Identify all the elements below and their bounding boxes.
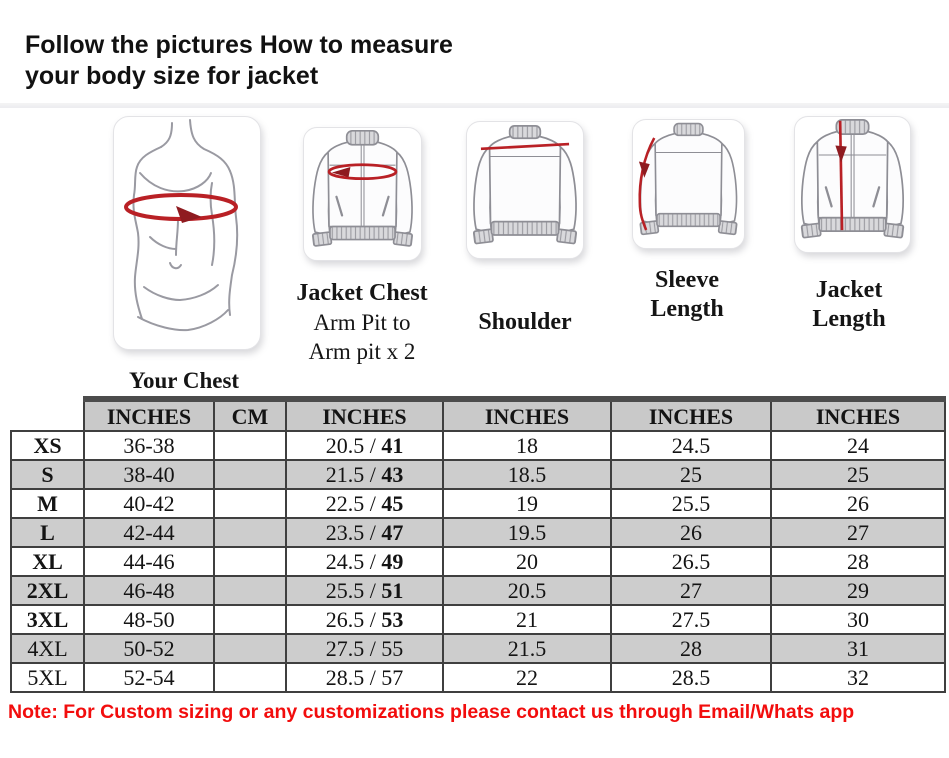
page-title-line1: Follow the pictures How to measure [25, 31, 453, 59]
torso-illustration [114, 117, 260, 349]
your-chest-card [113, 116, 261, 350]
length-cell: 25 [771, 460, 945, 489]
table-row [11, 518, 945, 547]
size-cell: 5XL [11, 663, 84, 692]
jacket-chest-cell: 22.5 / 45 [286, 489, 443, 518]
length-cell: 28 [771, 547, 945, 576]
jacket-chest-cell: 26.5 / 53 [286, 605, 443, 634]
shoulder-label: Shoulder [478, 309, 572, 335]
sleeve-cell: 27 [611, 576, 771, 605]
cm-cell [214, 634, 286, 663]
length-cell: 30 [771, 605, 945, 634]
length-cell: 31 [771, 634, 945, 663]
jacket-front-length-illustration [795, 117, 910, 252]
shoulder-cell: 21.5 [443, 634, 611, 663]
sleeve-cell: 24.5 [611, 431, 771, 460]
shoulder-cell: 19.5 [443, 518, 611, 547]
length-cell: 29 [771, 576, 945, 605]
jacket-chest-cell: 20.5 / 41 [286, 431, 443, 460]
header-sleeve-inches: INCHES [611, 399, 771, 431]
cm-cell [214, 547, 286, 576]
table-row [11, 431, 945, 460]
jacket-chest-cell: 24.5 / 49 [286, 547, 443, 576]
shoulder-cell: 18 [443, 431, 611, 460]
chest-cell: 42-44 [84, 518, 214, 547]
chest-cell: 48-50 [84, 605, 214, 634]
header-jacket-chest-inches: INCHES [286, 399, 443, 431]
cm-cell [214, 663, 286, 692]
jacket-back-shoulder-illustration [467, 122, 583, 258]
size-cell: XS [11, 431, 84, 460]
size-cell: XL [11, 547, 84, 576]
sleeve-cell: 26.5 [611, 547, 771, 576]
header-cm: CM [214, 399, 286, 431]
size-cell: S [11, 460, 84, 489]
jacket-back-sleeve-illustration [633, 120, 744, 248]
cm-cell [214, 460, 286, 489]
shoulder-cell: 18.5 [443, 460, 611, 489]
sleeve-cell: 28 [611, 634, 771, 663]
jacket-chest-cell: 25.5 / 51 [286, 576, 443, 605]
jacket-chest-card [303, 127, 422, 261]
table-row [11, 547, 945, 576]
jacket-length-label: Jacket Length [812, 277, 886, 332]
chest-cell: 46-48 [84, 576, 214, 605]
header-length-inches: INCHES [771, 399, 945, 431]
shoulder-cell: 19 [443, 489, 611, 518]
sleeve-cell: 25.5 [611, 489, 771, 518]
header-chest-inches: INCHES [84, 399, 214, 431]
shoulder-cell: 22 [443, 663, 611, 692]
jacket-length-card [794, 116, 911, 253]
table-row [11, 634, 945, 663]
size-cell: L [11, 518, 84, 547]
chest-cell: 36-38 [84, 431, 214, 460]
page-title [25, 30, 453, 92]
size-cell: M [11, 489, 84, 518]
table-row [11, 605, 945, 634]
size-cell: 4XL [11, 634, 84, 663]
sleeve-cell: 26 [611, 518, 771, 547]
jacket-chest-cell: 21.5 / 43 [286, 460, 443, 489]
table-row [11, 663, 945, 692]
length-cell: 27 [771, 518, 945, 547]
shoulder-cell: 20 [443, 547, 611, 576]
size-cell: 2XL [11, 576, 84, 605]
sleeve-length-label: Sleeve Length [650, 267, 724, 322]
size-table-header-row [11, 399, 945, 431]
cm-cell [214, 431, 286, 460]
sleeve-cell: 27.5 [611, 605, 771, 634]
custom-sizing-note: Note: For Custom sizing or any customizations please contact us through Email/Whats app [8, 701, 855, 723]
jacket-chest-cell: 23.5 / 47 [286, 518, 443, 547]
shoulder-card [466, 121, 584, 259]
chest-measure-ellipse [126, 195, 236, 223]
sleeve-length-card [632, 119, 745, 249]
table-row [11, 489, 945, 518]
table-row [11, 460, 945, 489]
jacket-chest-cell: 28.5 / 57 [286, 663, 443, 692]
cm-cell [214, 518, 286, 547]
page-title-line2: your body size for jacket [25, 62, 319, 90]
jacket-front-chest-illustration [304, 128, 421, 260]
cm-cell [214, 605, 286, 634]
chest-cell: 52-54 [84, 663, 214, 692]
your-chest-label: Your Chest [128, 368, 240, 393]
chest-cell: 40-42 [84, 489, 214, 518]
size-table [10, 396, 946, 693]
jacket-chest-label: Jacket Chest Arm Pit to Arm pit x 2 [296, 280, 428, 364]
size-cell: 3XL [11, 605, 84, 634]
length-cell: 26 [771, 489, 945, 518]
length-cell: 32 [771, 663, 945, 692]
cm-cell [214, 576, 286, 605]
header-size [11, 399, 84, 431]
chest-cell: 50-52 [84, 634, 214, 663]
shoulder-cell: 21 [443, 605, 611, 634]
chest-cell: 38-40 [84, 460, 214, 489]
cm-cell [214, 489, 286, 518]
sleeve-cell: 25 [611, 460, 771, 489]
jacket-chest-cell: 27.5 / 55 [286, 634, 443, 663]
sleeve-cell: 28.5 [611, 663, 771, 692]
length-cell: 24 [771, 431, 945, 460]
table-row [11, 576, 945, 605]
shoulder-cell: 20.5 [443, 576, 611, 605]
header-shoulder-inches: INCHES [443, 399, 611, 431]
title-divider [0, 103, 949, 108]
chest-cell: 44-46 [84, 547, 214, 576]
